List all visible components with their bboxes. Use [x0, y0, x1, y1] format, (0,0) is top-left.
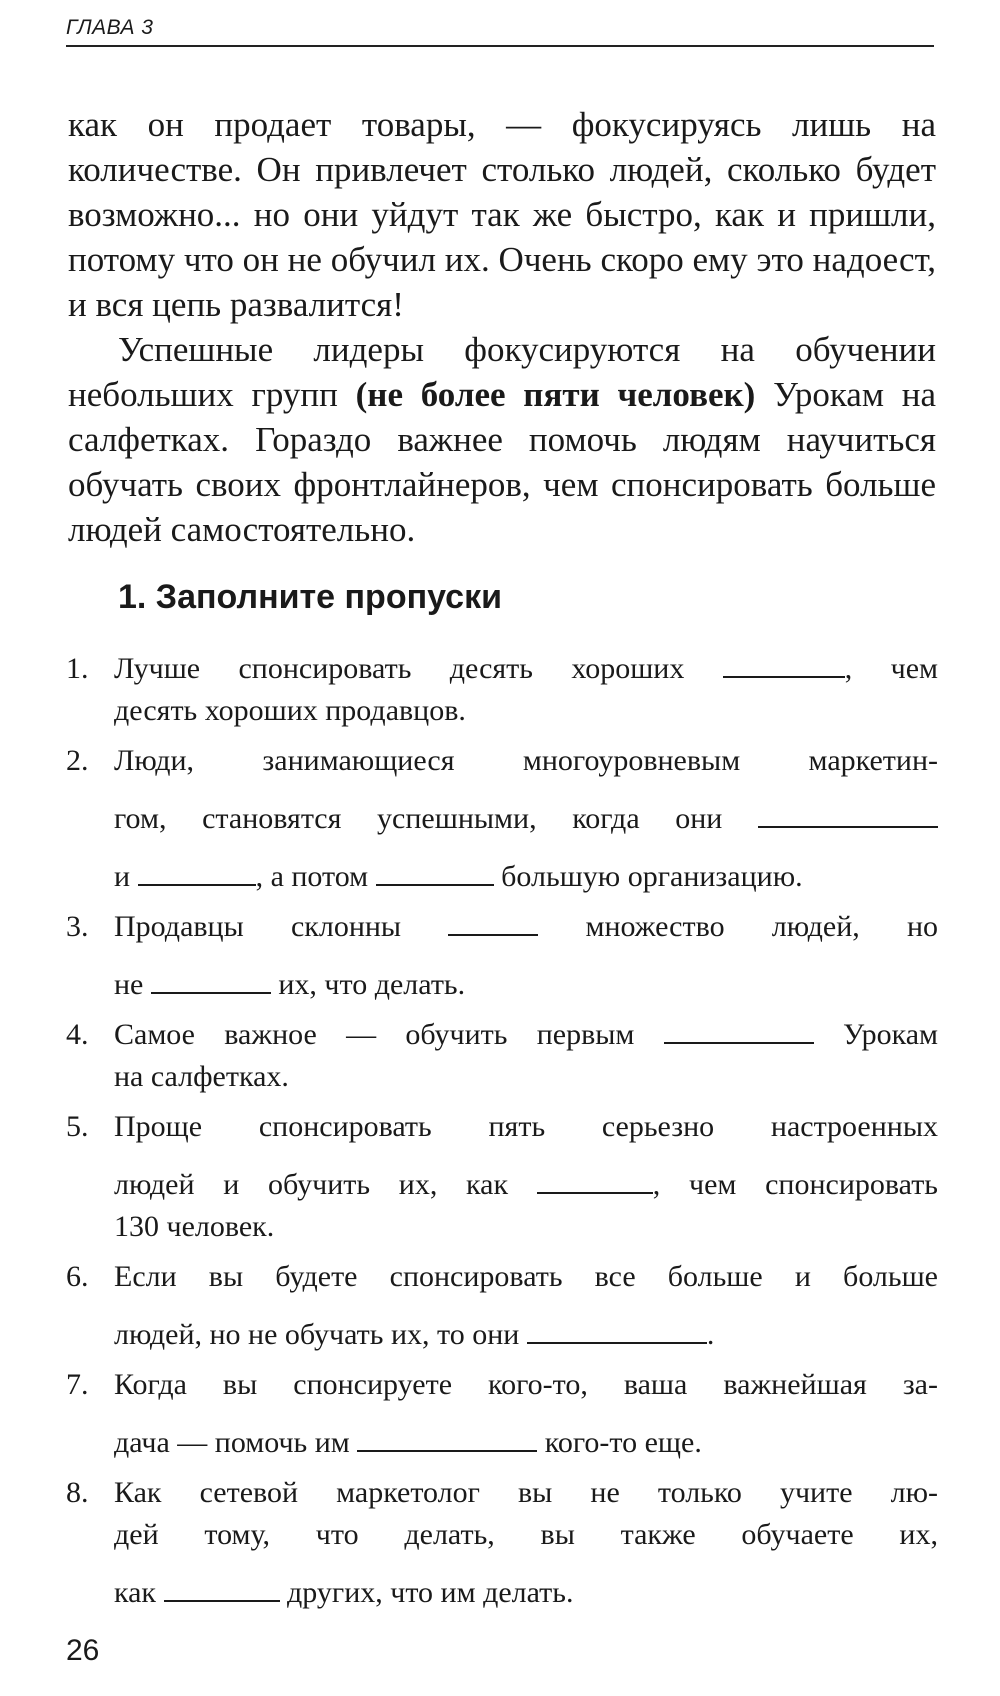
- answer-blank[interactable]: [527, 1316, 707, 1344]
- paragraph-2: Успешные лидеры фокусируются на обучении небольших групп (не более пяти человек) Урокам на салфетках. Гораздо важнее помочь людям научиться обучать своих фронтлайнеров, чем спонсировать больше людей самостоятельно.: [68, 330, 937, 549]
- list-item: 8. Как сетевой маркетолог вы не только учите лю- дей тому, что делать, вы также обучаете их, как других, что им делать.: [66, 1476, 938, 1609]
- answer-blank[interactable]: [164, 1574, 280, 1602]
- answer-blank[interactable]: [537, 1166, 653, 1194]
- list-item: 6. Если вы будете спонсировать все больше и больше людей, но не обучать их, то они .: [66, 1260, 938, 1351]
- list-item: 2. Люди, занимающиеся многоуровневым маркетин- гом, становятся успешными, когда они и , а потом большую организацию.: [66, 744, 938, 893]
- running-header: [66, 16, 934, 47]
- list-item: 3. Продавцы склонны множество людей, но не их, что делать.: [66, 910, 939, 1001]
- fill-in-list: [66, 648, 938, 1622]
- answer-blank[interactable]: [357, 1424, 537, 1452]
- paragraph-1: как он продает товары, — фокусируясь лишь на количестве. Он привлечет столько людей, сколько будет возможно... но они уйдут так же быстро, как и пришли, потому что он не обучил их. Очень скоро ему это надоест, и вся цепь развалится!: [68, 105, 936, 324]
- list-item: 5. Проще спонсировать пять серьезно настроенных людей и обучить их, как , чем спонсировать 130 человек.: [66, 1110, 938, 1243]
- exercise-title: 1. Заполните пропуски: [118, 578, 503, 616]
- answer-blank[interactable]: [723, 650, 845, 678]
- list-item: 7. Когда вы спонсируете кого-то, ваша важнейшая за- дача — помочь им кого-то еще.: [66, 1368, 938, 1459]
- answer-blank[interactable]: [151, 966, 271, 994]
- answer-blank[interactable]: [448, 908, 538, 936]
- emphasis: (не более пяти человек): [355, 375, 756, 414]
- page-number: 26: [66, 1634, 100, 1667]
- intro-text: [68, 102, 936, 552]
- answer-blank[interactable]: [138, 858, 256, 886]
- list-item: 4. Самое важное — обучить первым Урокам на салфетках.: [66, 1018, 938, 1093]
- answer-blank[interactable]: [664, 1016, 814, 1044]
- chapter-label: ГЛАВА 3: [66, 16, 154, 39]
- answer-blank[interactable]: [376, 858, 494, 886]
- list-item: 1. Лучше спонсировать десять хороших , чем десять хороших продавцов.: [66, 652, 939, 727]
- answer-blank[interactable]: [758, 800, 938, 828]
